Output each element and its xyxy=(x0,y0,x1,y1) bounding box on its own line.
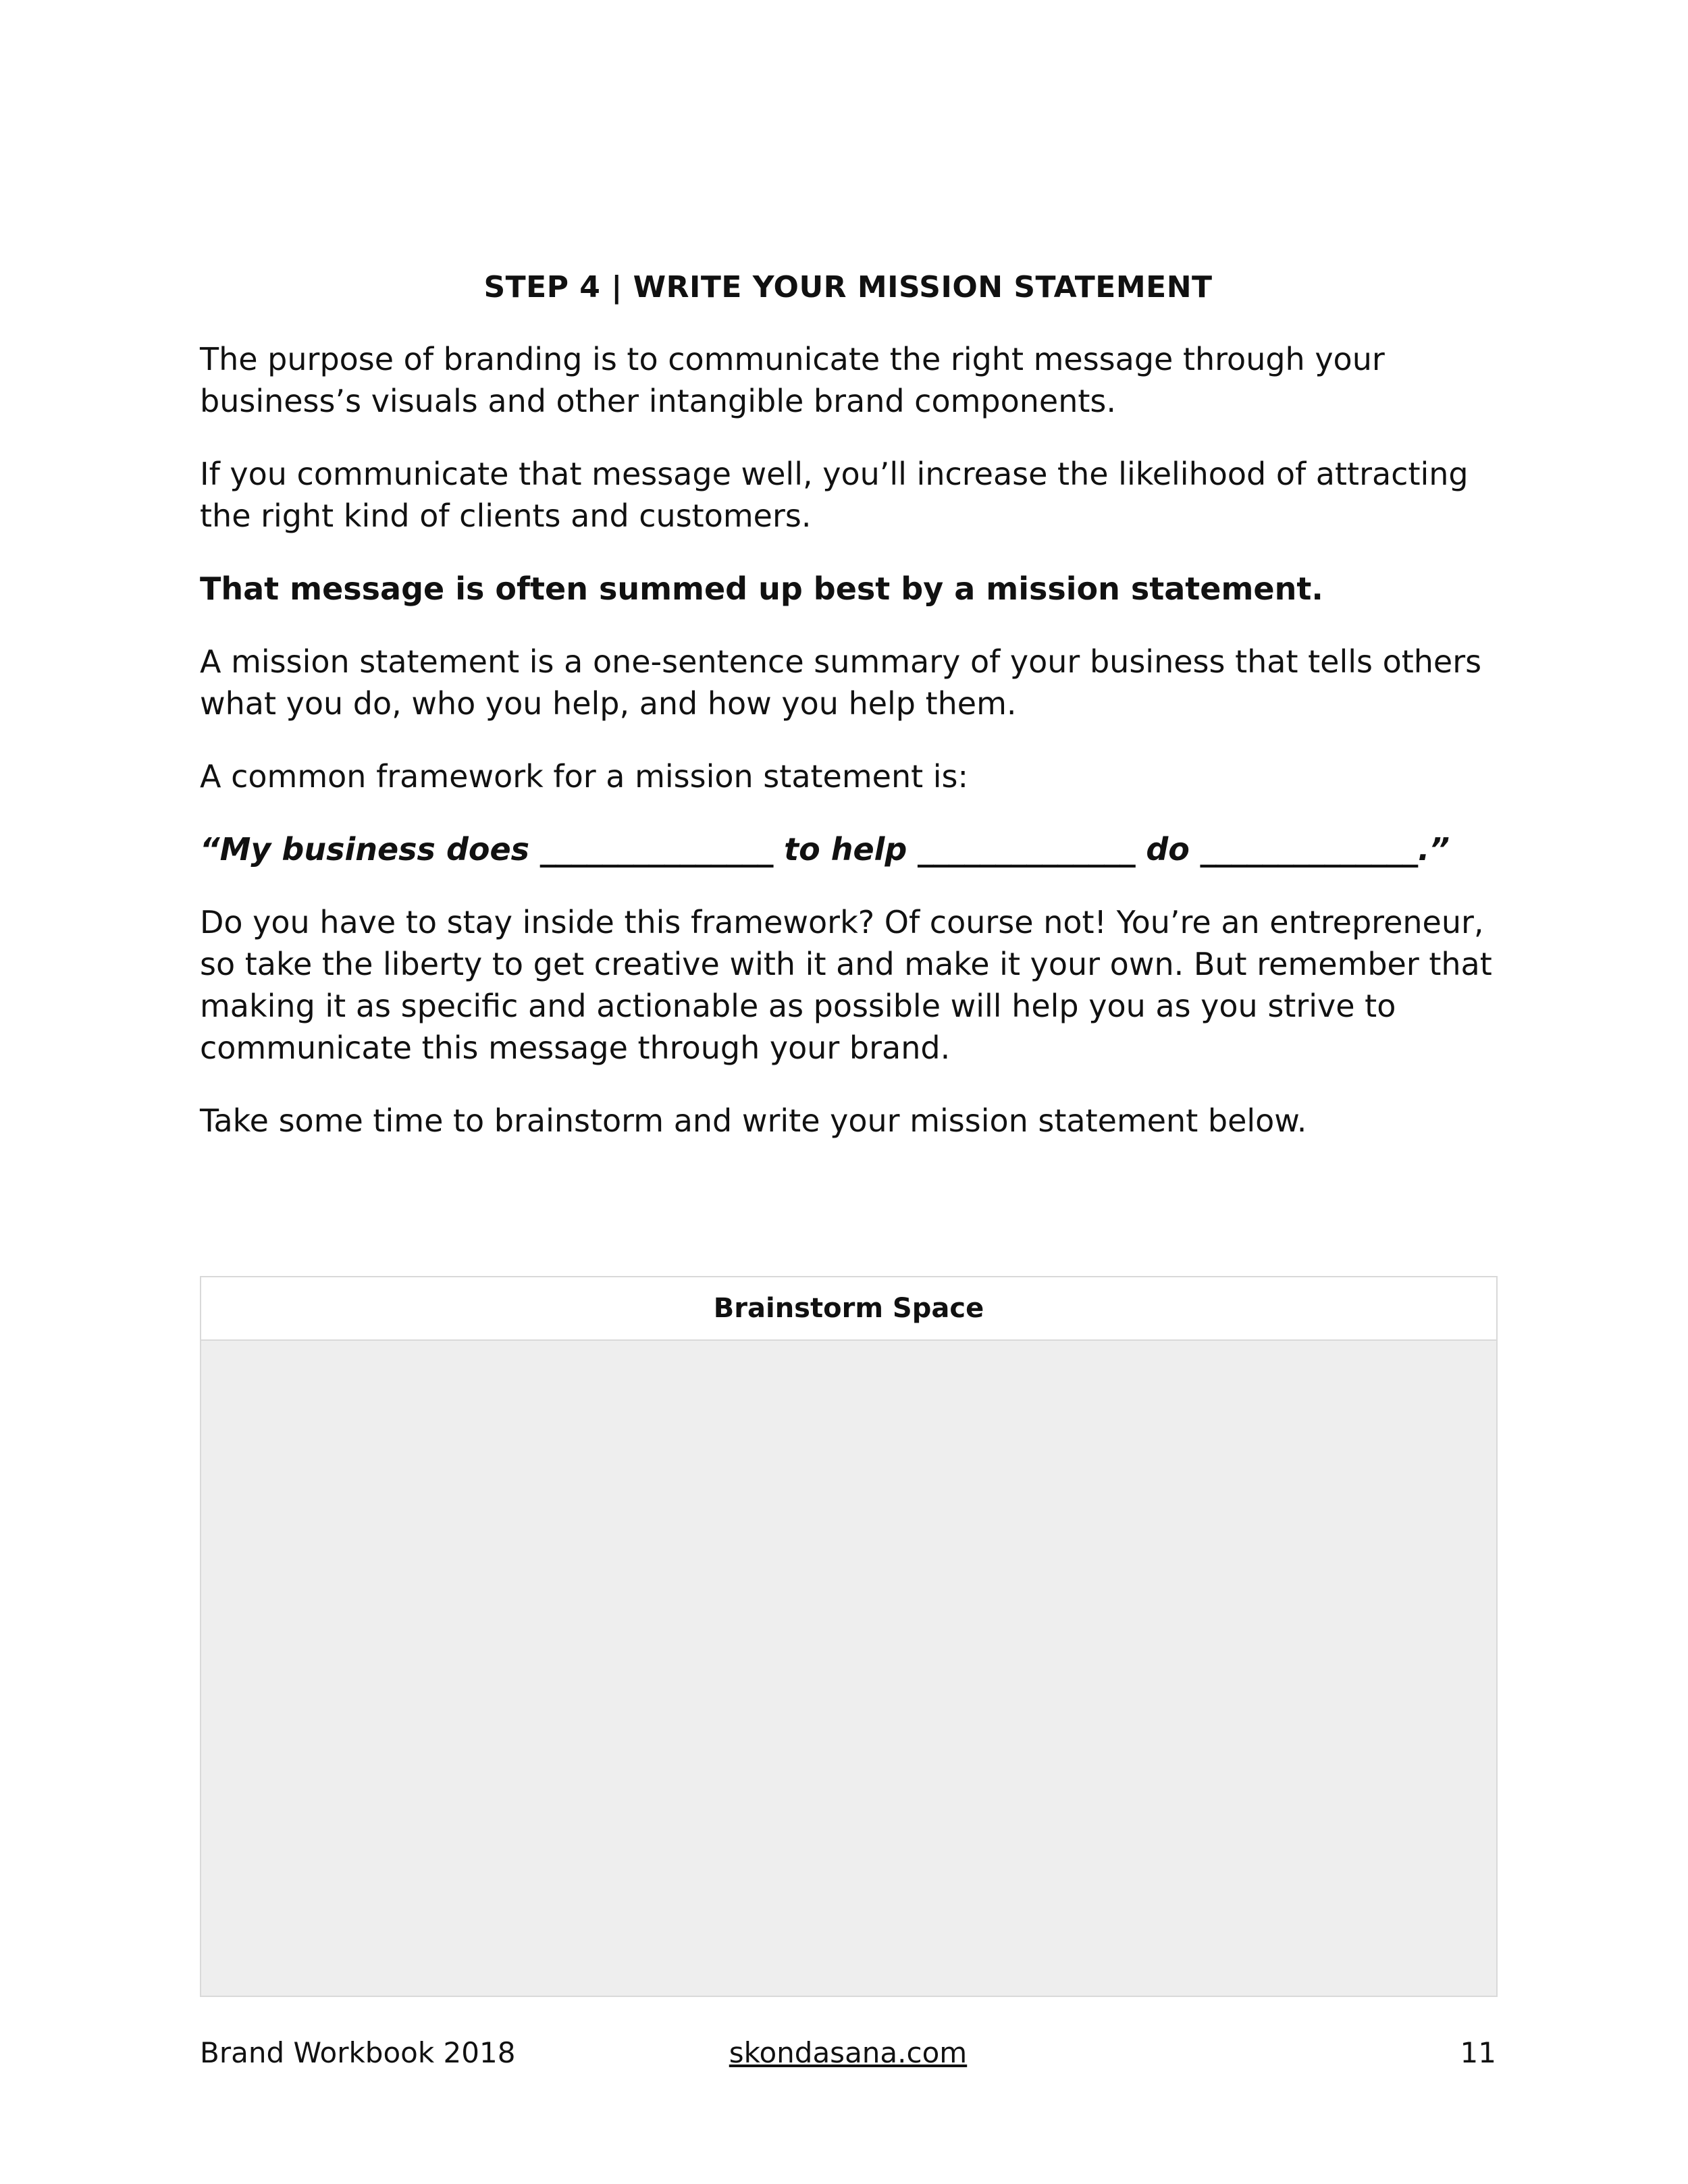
paragraph-creative: Do you have to stay inside this framework? Of course not! You’re an entrepreneur, so take the liberty to get creative with it and make it your own. But remember that making it as specific and actionable as possible will help you as you strive to communicate this message through your brand. xyxy=(200,904,1492,1066)
footer-page-number: 11 xyxy=(1460,2036,1496,2069)
brainstorm-box xyxy=(200,1276,1498,1997)
paragraph-brainstorm-prompt: Take some time to brainstorm and write your mission statement below. xyxy=(200,1102,1307,1139)
footer-workbook-title: Brand Workbook 2018 xyxy=(200,2036,516,2069)
paragraph-definition: A mission statement is a one-sentence summary of your business that tells others what you do, who you help, and how you help them. xyxy=(200,643,1482,722)
paragraph-purpose: The purpose of branding is to communicate the right message through your business’s visuals and other intangible brand components. xyxy=(200,341,1385,419)
page-title: STEP 4 | WRITE YOUR MISSION STATEMENT xyxy=(483,270,1213,304)
framework-template: “My business does _______________ to help ______________ do ______________.” xyxy=(200,831,1450,868)
page-footer xyxy=(200,2036,1496,2077)
paragraph-summed-up: That message is often summed up best by a mission statement. xyxy=(200,570,1323,607)
main-content xyxy=(200,270,1496,1173)
footer-website-link[interactable]: skondasana.com xyxy=(729,2036,968,2069)
paragraph-framework-intro: A common framework for a mission statement is: xyxy=(200,758,969,795)
brainstorm-writing-area[interactable] xyxy=(201,1341,1496,1996)
paragraph-communicate: If you communicate that message well, you’ll increase the likelihood of attracting the right kind of clients and customers. xyxy=(200,456,1469,534)
brainstorm-header: Brainstorm Space xyxy=(201,1277,1496,1341)
